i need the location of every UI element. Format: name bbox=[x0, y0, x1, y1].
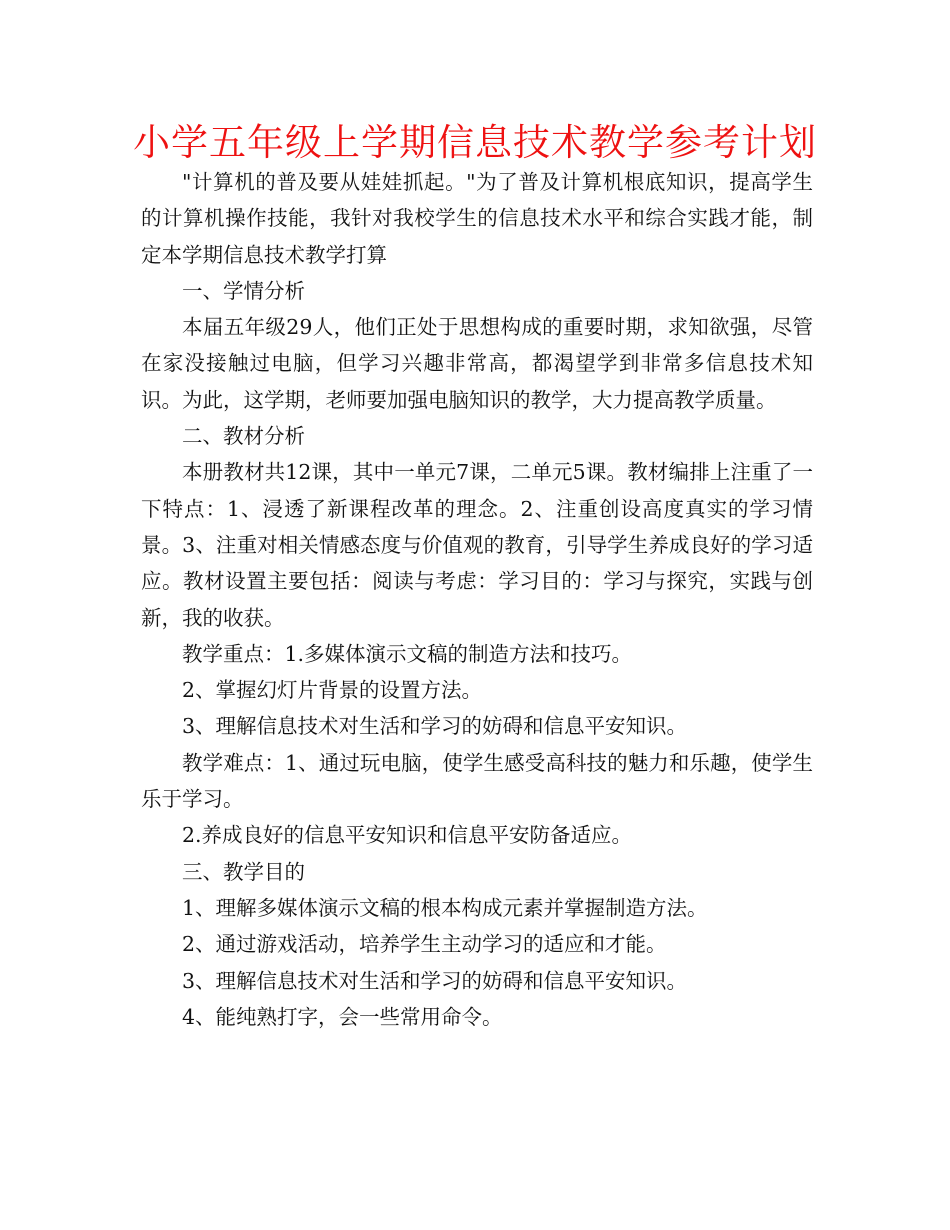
goal-item-1: 1、理解多媒体演示文稿的根本构成元素并掌握制造方法。 bbox=[182, 895, 708, 920]
goal-item-2: 2、通过游戏活动，培养学生主动学习的适应和才能。 bbox=[182, 932, 667, 957]
goal-item-4: 4、能纯熟打字，会一些常用命令。 bbox=[182, 1004, 503, 1029]
difficulty-1: 教学难点：1、通过玩电脑，使学生感受高科技的魅力和乐趣，使学生乐于学习。 bbox=[141, 750, 813, 812]
section-heading-teaching-goals: 三、教学目的 bbox=[182, 859, 305, 884]
document-body bbox=[141, 164, 813, 1035]
key-point-2: 2、掌握幻灯片背景的设置方法。 bbox=[182, 678, 483, 703]
section-heading-learner-analysis: 一、学情分析 bbox=[182, 278, 305, 303]
document-title: 小学五年级上学期信息技术教学参考计划 bbox=[133, 121, 817, 164]
section-heading-textbook-analysis: 二、教材分析 bbox=[182, 424, 305, 449]
difficulty-2: 2.养成良好的信息平安知识和信息平安防备适应。 bbox=[182, 823, 633, 848]
paragraph-textbook-analysis: 本册教材共12课，其中一单元7课，二单元5课。教材编排上注重了一下特点：1、浸透了新课程改革的理念。2、注重创设高度真实的学习情景。3、注重对相关情感态度与价值观的教育，引导学生养成良好的学习适应。教材设置主要包括：阅读与考虑：学习目的：学习与探究，实践与创新，我的收获。 bbox=[141, 460, 813, 630]
goal-item-3: 3、理解信息技术对生活和学习的妨碍和信息平安知识。 bbox=[182, 968, 688, 993]
paragraph-intro: "计算机的普及要从娃娃抓起。"为了普及计算机根底知识，提高学生的计算机操作技能，我针对我校学生的信息技术水平和综合实践才能，制定本学期信息技术教学打算 bbox=[141, 170, 813, 267]
key-point-3: 3、理解信息技术对生活和学习的妨碍和信息平安知识。 bbox=[182, 714, 688, 739]
key-point-1: 教学重点：1.多媒体演示文稿的制造方法和技巧。 bbox=[182, 641, 633, 666]
paragraph-learner-analysis: 本届五年级29人，他们正处于思想构成的重要时期，求知欲强，尽管在家没接触过电脑，但学习兴趣非常高，都渴望学到非常多信息技术知识。为此，这学期，老师要加强电脑知识的教学，大力提高教学质量。 bbox=[141, 315, 813, 412]
